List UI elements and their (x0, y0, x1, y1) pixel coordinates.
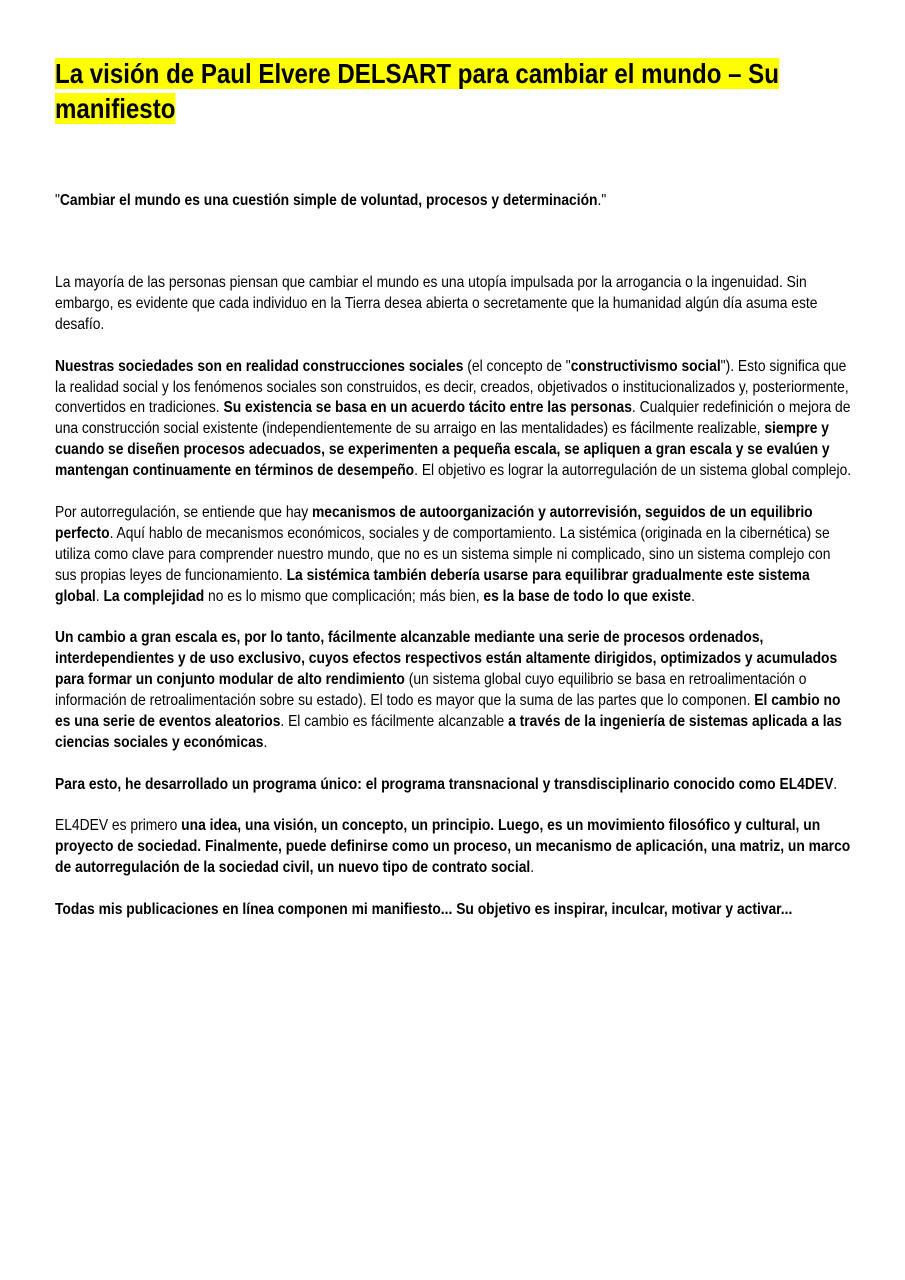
paragraph-5 (55, 775, 855, 796)
p4-bold-2: El cambio no es una serie de eventos aleatorios (55, 692, 841, 730)
p2-text-2: "). Esto significa que la realidad social y los fenómenos sociales son construidos, es decir, creados, objetivados o institucionalizados y, posteriormente, convertidos en tradiciones. (55, 357, 849, 417)
paragraph-6 (55, 816, 855, 879)
p3-text-5: . (691, 587, 695, 605)
p2-bold-2: constructivismo social (570, 357, 721, 375)
p5-bold-1: Para esto, he desarrollado un programa único: el programa transnacional y transdisciplinario conocido como EL4DEV (55, 775, 834, 793)
p3-bold-1: mecanismos de autoorganización y autorrevisión, seguidos de un equilibrio perfecto (55, 503, 813, 542)
p3-text-4: no es lo mismo que complicación; más bien, (204, 587, 484, 605)
p4-text-3: . (263, 733, 268, 751)
p7-bold-1: Todas mis publicaciones en línea componen mi manifiesto... Su objetivo es inspirar, inculcar, motivar y activar... (55, 901, 793, 919)
paragraph-4 (55, 628, 855, 753)
p6-text-1: EL4DEV es primero (55, 817, 182, 835)
p4-bold-1: Un cambio a gran escala es, por lo tanto, fácilmente alcanzable mediante una serie de procesos ordenados, interdependientes y de uso exclusivo, cuyos efectos respectivos están altamente dirigidos, optimizados y acumulados para formar un conjunto modular de alto rendimiento (55, 629, 838, 689)
p3-bold-4: es la base de todo lo que existe (483, 587, 692, 605)
p4-text-2: . El cambio es fácilmente alcanzable (280, 712, 509, 730)
p2-text-4: . El objetivo es lograr la autorregulación de un sistema global complejo. (414, 462, 852, 480)
p3-text-1: Por autorregulación, se entiende que hay (55, 503, 312, 521)
p3-bold-3: La complejidad (103, 587, 205, 605)
p3-text-2: . Aquí hablo de mecanismos económicos, sociales y de comportamiento. La sistémica (originada en la cibernética) se utiliza como clave para comprender nuestro mundo, que no es un sistema simple ni complicado, sino un sistema complejo con sus propias leyes de funcionamiento. (55, 524, 831, 584)
p2-bold-4: siempre y cuando se diseñen procesos adecuados, se experimenten a pequeña escala, se apliquen a gran escala y se evalúen y mantengan continuamente en términos de desempeño (55, 420, 830, 480)
epigraph-quote (55, 190, 855, 211)
title-highlight: La visión de Paul Elvere DELSART para cambiar el mundo – Su manifiesto (55, 58, 779, 124)
p2-text-1: (el concepto de " (463, 357, 571, 375)
p6-bold-1: una idea, una visión, un concepto, un principio. Luego, es un movimiento filosófico y cultural, un proyecto de sociedad. Finalmente, puede definirse como un proceso, un mecanismo de aplicación, una matriz, un marco de autorregulación de la sociedad civil, un nuevo tipo de contrato social (55, 817, 851, 877)
paragraph-3 (55, 503, 855, 608)
page-title (55, 56, 855, 126)
paragraph-7 (55, 900, 855, 921)
p2-text-3: . Cualquier redefinición o mejora de una construcción social existente (independientemente de su arraigo en las mentalidades) es fácilmente realizable, (55, 399, 851, 438)
p4-bold-3: a través de la ingeniería de sistemas aplicada a las ciencias sociales y económicas (55, 712, 842, 751)
paragraph-1: La mayoría de las personas piensan que cambiar el mundo es una utopía impulsada por la arrogancia o la ingenuidad. Sin embargo, es evidente que cada individuo en la Tierra desea abierta o secretamente que la humanidad algún día asuma este desafío. (55, 274, 818, 333)
p5-text-1: . (833, 775, 838, 793)
quote-open-mark: " (55, 192, 60, 209)
quote-text: Cambiar el mundo es una cuestión simple de voluntad, procesos y determinación (59, 192, 598, 209)
document-body (55, 273, 855, 942)
document-page (55, 56, 855, 919)
p4-text-1: (un sistema global cuyo equilibrio se basa en retroalimentación o información de retroalimentación sobre su estado). El todo es mayor que la suma de las partes que lo componen. (55, 671, 807, 710)
p2-bold-1: Nuestras sociedades son en realidad construcciones sociales (55, 357, 464, 375)
p6-text-2: . (530, 859, 535, 877)
p3-text-3: . (95, 587, 104, 605)
quote-close-mark: ." (597, 192, 607, 209)
p2-bold-3: Su existencia se basa en un acuerdo tácito entre las personas (223, 399, 632, 417)
paragraph-2 (55, 357, 855, 482)
p3-bold-2: La sistémica también debería usarse para equilibrar gradualmente este sistema global (55, 566, 810, 605)
